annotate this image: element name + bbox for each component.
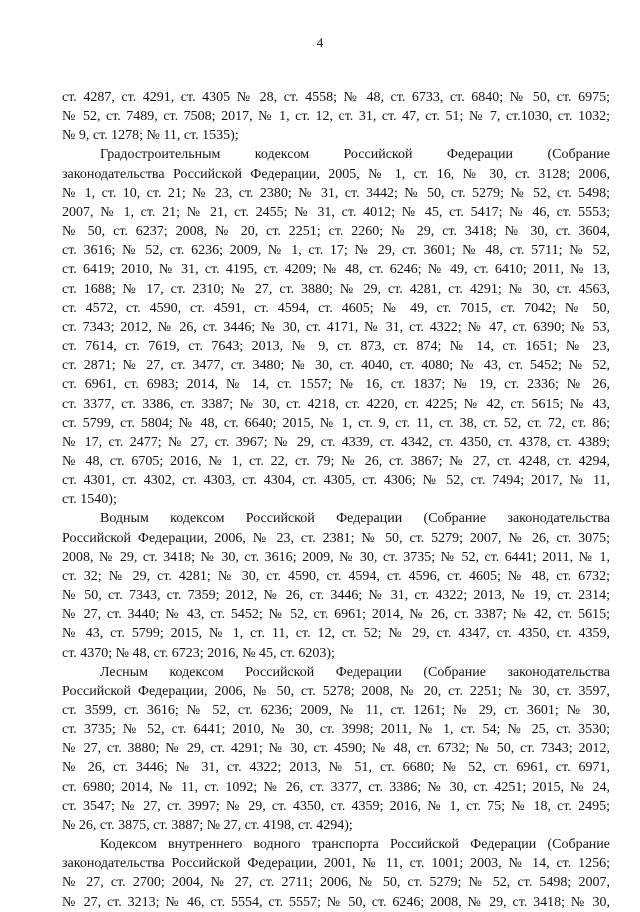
paragraph — [62, 88, 610, 145]
text-line: Кодексом внутреннего водного транспорта Российской Федерации (Собрание — [100, 837, 610, 853]
text-line: ст. 7343; 2012, № 26, ст. 3446; № 30, ст. 4171, № 31, ст. 4322; № 47, ст. 6390; № 53, — [62, 319, 610, 335]
text-line: ст. 4301, ст. 4302, ст. 4303, ст. 4304, ст. 4305, ст. 4306; № 52, ст. 7494; 2017, № 11, — [62, 473, 610, 489]
paragraph — [62, 509, 610, 662]
text-line: ст. 4287, ст. 4291, ст. 4305 № 28, ст. 4558; № 48, ст. 6733, ст. 6840; № 50, ст. 6975; — [62, 90, 610, 105]
text-line: № 17, ст. 2477; № 27, ст. 3967; № 29, ст. 4339, ст. 4342, ст. 4350, ст. 4378, ст. 4389; — [62, 434, 610, 450]
text-line: № 52, ст. 7489, ст. 7508; 2017, № 1, ст. 12, ст. 31, ст. 47, ст. 51; № 7, ст.1030, ст. 1032; — [62, 109, 610, 125]
text-line: ст. 6980; 2014, № 11, ст. 1092; № 26, ст. 3377, ст. 3386; № 30, ст. 4251; 2015, № 24, — [62, 779, 610, 795]
text-line: ст. 3547; № 27, ст. 3997; № 29, ст. 4350, ст. 4359; 2016, № 1, ст. 75; № 18, ст. 2495; — [62, 798, 610, 814]
text-line: № 27, ст. 3213; № 46, ст. 5554, ст. 5557; № 50, ст. 6246; 2008, № 29, ст. 3418; № 30, — [62, 894, 610, 910]
text-line: Водным кодексом Российской Федерации (Собрание законодательства — [100, 511, 610, 527]
paragraph — [62, 835, 610, 912]
text-line: № 1, ст. 10, ст. 21; № 23, ст. 2380; № 31, ст. 3442; № 50, ст. 5279; № 52, ст. 5498; — [62, 185, 610, 201]
paragraph — [62, 145, 610, 509]
paragraph — [62, 663, 610, 835]
text-line: № 50, ст. 6237; 2008, № 20, ст. 2251; ст. 2260; № 29, ст. 3418; № 30, ст. 3604, — [62, 224, 610, 240]
text-line: ст. 1688; № 17, ст. 2310; № 27, ст. 3880; № 29, ст. 4281, ст. 4291; № 30, ст. 4563, — [62, 281, 610, 297]
text-line: Градостроительным кодексом Российской Федерации (Собрание — [100, 147, 610, 163]
text-line: Российской Федерации, 2006, № 50, ст. 5278; 2008, № 20, ст. 2251; № 30, ст. 3597, — [62, 683, 610, 699]
text-line: ст. 5799, ст. 5804; № 48, ст. 6640; 2015, № 1, ст. 9, ст. 11, ст. 38, ст. 52, ст. 72, ст. 86; — [62, 415, 610, 431]
text-line: № 48, ст. 6705; 2016, № 1, ст. 22, ст. 79; № 26, ст. 3867; № 27, ст. 4248, ст. 4294, — [62, 453, 610, 469]
text-line: ст. 4572, ст. 4590, ст. 4591, ст. 4594, ст. 4605; № 49, ст. 7015, ст. 7042; № 50, — [62, 300, 610, 316]
text-line: № 50, ст. 7343, ст. 7359; 2012, № 26, ст. 3446; № 31, ст. 4322; 2013, № 19, ст. 2314; — [62, 588, 610, 604]
text-line: ст. 4370; № 48, ст. 6723; 2016, № 45, ст. 6203); — [62, 645, 335, 661]
page-number: 4 — [316, 35, 324, 50]
text-line: Лесным кодексом Российской Федерации (Собрание законодательства — [100, 664, 610, 680]
text-line: ст. 6961, ст. 6983; 2014, № 14, ст. 1557; № 16, ст. 1837; № 19, ст. 2336; № 26, — [62, 377, 610, 393]
text-line: № 27, ст. 2700; 2004, № 27, ст. 2711; 2006, № 50, ст. 5279; № 52, ст. 5498; 2007, — [62, 875, 610, 891]
text-line: № 9, ст. 1278; № 11, ст. 1535); — [62, 128, 239, 144]
text-line: № 27, ст. 3880; № 29, ст. 4291; № 30, ст. 4590; № 48, ст. 6732; № 50, ст. 7343; 2012, — [62, 741, 610, 757]
text-line: законодательства Российской Федерации, 2001, № 11, ст. 1001; 2003, № 14, ст. 1256; — [62, 856, 610, 872]
text-line: законодательства Российской Федерации, 2005, № 1, ст. 16, № 30, ст. 3128; 2006, — [62, 166, 610, 182]
text-line: № 27, ст. 3440; № 43, ст. 5452; № 52, ст. 6961; 2014, № 26, ст. 3387; № 42, ст. 5615; — [62, 607, 610, 623]
text-line: ст. 6419; 2010, № 31, ст. 4195, ст. 4209; № 48, ст. 6246; № 49, ст. 6410; 2011, № 13, — [62, 262, 610, 278]
text-line: ст. 3735; № 52, ст. 6441; 2010, № 30, ст. 3998; 2011, № 1, ст. 54; № 25, ст. 3530; — [62, 722, 610, 738]
document-body — [62, 88, 610, 912]
text-line: ст. 3377, ст. 3386, ст. 3387; № 30, ст. 4218, ст. 4220, ст. 4225; № 42, ст. 5615; № 43, — [62, 396, 610, 412]
text-line: № 43, ст. 5799; 2015, № 1, ст. 11, ст. 12, ст. 52; № 29, ст. 4347, ст. 4350, ст. 4359, — [62, 626, 610, 642]
text-line: № 26, ст. 3875, ст. 3887; № 27, ст. 4198, ст. 4294); — [62, 817, 353, 833]
text-line: ст. 1540); — [62, 492, 117, 508]
text-line: Российской Федерации, 2006, № 23, ст. 2381; № 50, ст. 5279; 2007, № 26, ст. 3075; — [62, 530, 610, 546]
text-line: 2007, № 1, ст. 21; № 21, ст. 2455; № 31, ст. 4012; № 45, ст. 5417; № 46, ст. 5553; — [62, 204, 610, 220]
text-line: ст. 3616; № 52, ст. 6236; 2009, № 1, ст. 17; № 29, ст. 3601; № 48, ст. 5711; № 52, — [62, 243, 610, 259]
text-line: ст. 3599, ст. 3616; № 52, ст. 6236; 2009, № 11, ст. 1261; № 29, ст. 3601; № 30, — [62, 703, 610, 718]
text-line: 2008, № 29, ст. 3418; № 30, ст. 3616; 2009, № 30, ст. 3735; № 52, ст. 6441; 2011, № 1, — [62, 549, 610, 565]
text-line: ст. 2871; № 27, ст. 3477, ст. 3480; № 30, ст. 4040, ст. 4080; № 43, ст. 5452; № 52, — [62, 358, 610, 374]
text-line: № 26, ст. 3446; № 31, ст. 4322; 2013, № 51, ст. 6680; № 52, ст. 6961, ст. 6971, — [62, 760, 610, 776]
text-line: ст. 32; № 29, ст. 4281; № 30, ст. 4590, ст. 4594, ст. 4596, ст. 4605; № 48, ст. 6732; — [62, 568, 610, 584]
text-line: ст. 7614, ст. 7619, ст. 7643; 2013, № 9, ст. 873, ст. 874; № 14, ст. 1651; № 23, — [62, 339, 610, 355]
